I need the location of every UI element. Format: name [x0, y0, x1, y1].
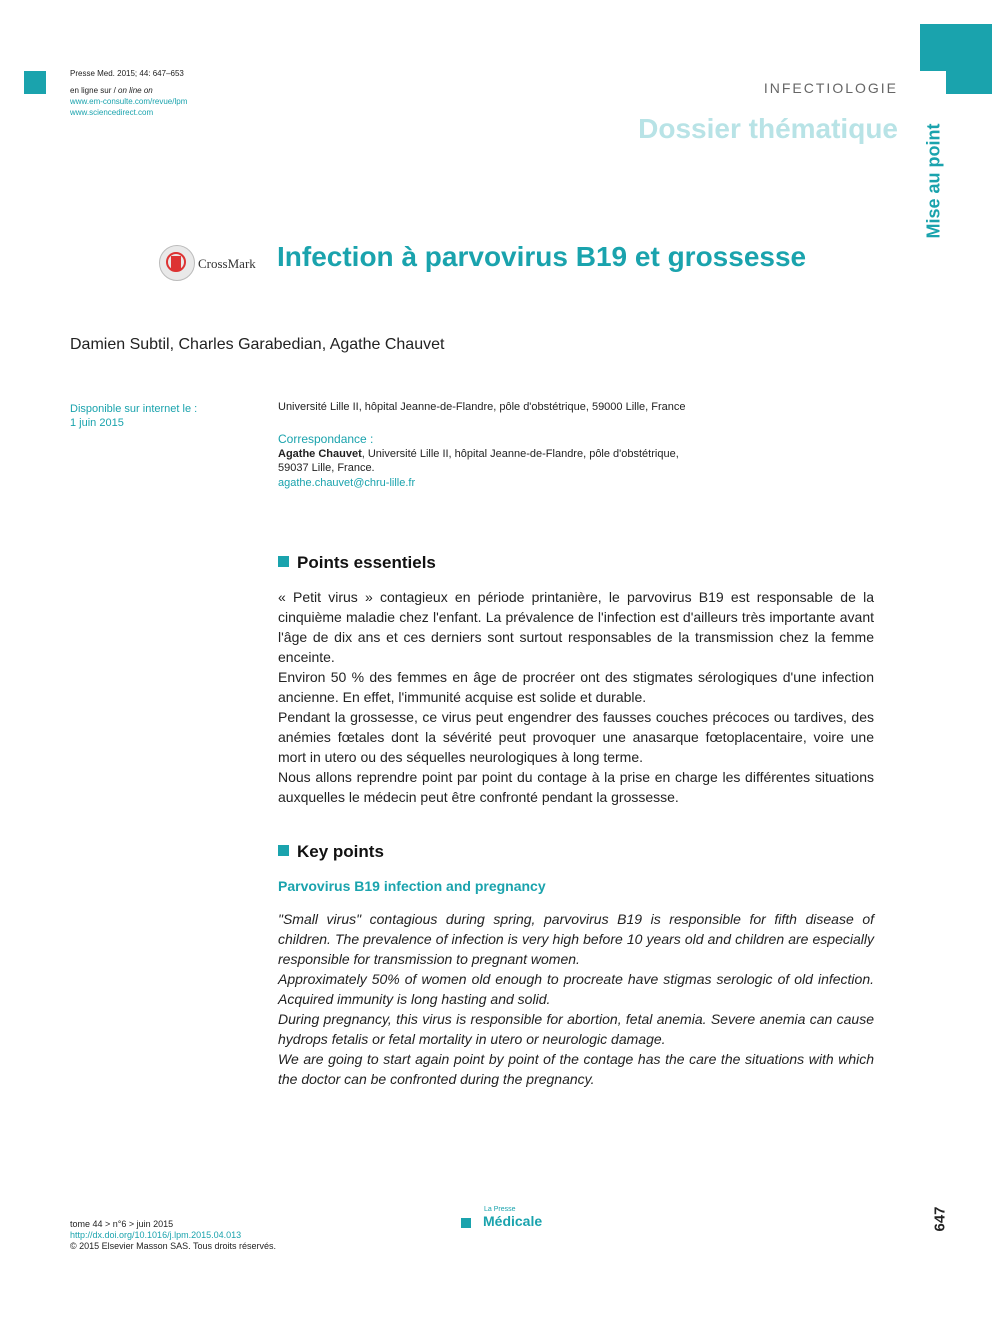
- page-number: 647: [931, 1206, 949, 1232]
- key-points-heading: Key points: [278, 842, 384, 862]
- journal-citation: Presse Med. 2015; 44: 647–653: [70, 69, 184, 78]
- journal-meta: [70, 68, 187, 118]
- available-label: Disponible sur internet le :: [70, 403, 198, 415]
- correspondence-city: 59037 Lille, France.: [278, 462, 375, 474]
- logo-small-text: La Presse: [484, 1206, 516, 1213]
- points-essentiels-body: [278, 587, 874, 807]
- available-date: 1 juin 2015: [70, 417, 124, 429]
- journal-link-emconsulte[interactable]: www.em-consulte.com/revue/lpm: [70, 97, 188, 106]
- section-label: INFECTIOLOGIE: [763, 80, 898, 96]
- article-authors: Damien Subtil, Charles Garabedian, Agathe Chauvet: [70, 336, 445, 353]
- points-essentiels-heading: Points essentiels: [278, 553, 436, 573]
- dossier-label: Dossier thématique: [638, 113, 898, 144]
- paragraph: Pendant la grossesse, ce virus peut engendrer des fausses couches précoces ou tardives, des anémies fœtales dont la sévérité peut provoquer une anasarque fœtoplacentaire, voire une mort in utero ou des séquelles neurologiques à long terme.: [278, 709, 874, 765]
- paragraph: During pregnancy, this virus is responsible for abortion, fetal anemia. Severe anemia can cause hydrops fetalis or fetal mortality in utero or neurologic damage.: [278, 1011, 874, 1047]
- affiliation: Université Lille II, hôpital Jeanne-de-Flandre, pôle d'obstétrique, 59000 Lille, France: [278, 401, 686, 413]
- footer-info: [70, 1219, 276, 1252]
- logo-square-icon: [461, 1218, 471, 1228]
- doi-link[interactable]: http://dx.doi.org/10.1016/j.lpm.2015.04.013: [70, 1230, 242, 1240]
- correspondence: [278, 432, 679, 490]
- key-points-body: [278, 909, 874, 1089]
- online-label: en ligne sur / on line on: [70, 86, 153, 95]
- copyright: © 2015 Elsevier Masson SAS. Tous droits réservés.: [70, 1241, 277, 1251]
- paragraph: Nous allons reprendre point par point du contage à la prise en charge les différentes situations auxquelles le médecin peut être confronté pendant la grossesse.: [278, 769, 874, 805]
- logo-big-text: Médicale: [483, 1213, 543, 1229]
- corner-square-decoration: [24, 71, 46, 94]
- side-label: Mise au point: [923, 123, 944, 239]
- correspondence-email[interactable]: agathe.chauvet@chru-lille.fr: [278, 476, 416, 489]
- availability: [70, 402, 197, 430]
- journal-logo: [461, 1206, 581, 1234]
- paragraph: Environ 50 % des femmes en âge de procréer ont des stigmates sérologiques d'une infection ancienne. En effet, l'immunité acquise est solide et durable.: [278, 669, 874, 705]
- paragraph: We are going to start again point by point of the contage has the care the situations with which the doctor can be confronted during the pregnancy.: [278, 1051, 874, 1087]
- journal-link-sciencedirect[interactable]: www.sciencedirect.com: [70, 108, 154, 117]
- article-title: Infection à parvovirus B19 et grossesse: [277, 241, 807, 272]
- heading-square-icon: [278, 845, 289, 856]
- correspondence-address: Agathe Chauvet, Université Lille II, hôpital Jeanne-de-Flandre, pôle d'obstétrique,: [278, 447, 679, 460]
- crossmark-icon: [159, 245, 195, 281]
- heading-square-icon: [278, 556, 289, 567]
- crossmark-label: CrossMark: [198, 256, 256, 271]
- paragraph: "Small virus" contagious during spring, parvovirus B19 is responsible for fifth disease of children. The prevalence of infection is very high before 10 years old and children are especially responsible for transmission to pregnant women.: [278, 911, 874, 967]
- issue-info: tome 44 > n°6 > juin 2015: [70, 1219, 174, 1229]
- key-points-subtitle: Parvovirus B19 infection and pregnancy: [278, 878, 546, 894]
- paragraph: Approximately 50% of women old enough to procreate have stigmas serologic of old infection. Acquired immunity is long hasting and solid.: [278, 971, 874, 1007]
- correspondence-label: Correspondance :: [278, 432, 374, 446]
- crossmark-badge[interactable]: [159, 245, 259, 281]
- paragraph: « Petit virus » contagieux en période printanière, le parvovirus B19 est responsable de la cinquième maladie chez l'enfant. La prévalence de l'infection est d'ailleurs très importante avant l'âge de dix ans et ces derniers sont surtout responsables de la transmission chez la femme enceinte.: [278, 589, 874, 665]
